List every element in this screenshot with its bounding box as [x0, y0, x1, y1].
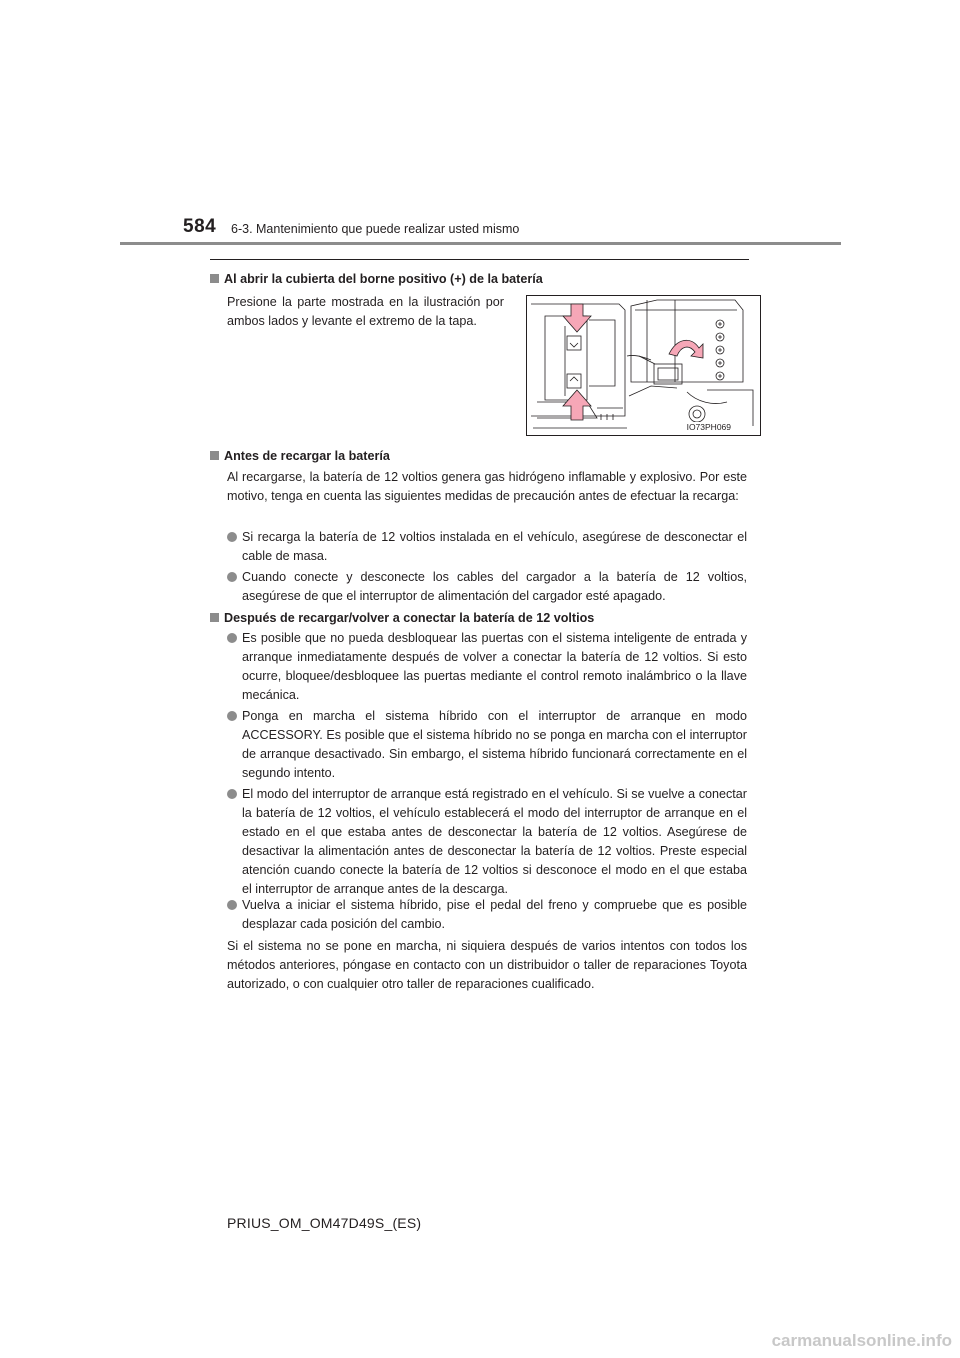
list-item-text: El modo del interruptor de arranque está registrado en el vehículo. Si se vuelve a conectar la batería de 12 voltios, el vehículo establecerá el modo del interruptor de arranque en el estado en el que estaba antes de desconectar la batería de 12 voltios. Asegúrese de desactivar la alimentación antes de desconectar la batería de 12 voltios. Preste especial atención cuando conecte la batería de 12 voltios si desconoce el modo en el que estaba el interruptor de arranque antes de la descarga.	[242, 787, 747, 896]
round-bullet-icon	[227, 789, 237, 799]
list-item-text: Ponga en marcha el sistema híbrido con el interruptor de arranque en modo ACCESSORY. Es posible que el sistema híbrido no se ponga en marcha con el interruptor de arranque desactivado. Sin embargo, el sistema híbrido funcionará correctamente en el segundo intento.	[242, 709, 747, 780]
header-rule	[120, 242, 841, 245]
before-charge-intro: Al recargarse, la batería de 12 voltios genera gas hidrógeno inflamable y explosivo. Por este motivo, tenga en cuenta las siguientes medidas de precaución antes de efectuar la recarga:	[227, 470, 747, 503]
list-item	[242, 629, 747, 705]
round-bullet-icon	[227, 900, 237, 910]
heading-after-charge	[210, 609, 594, 628]
heading-text: Después de recargar/volver a conectar la batería de 12 voltios	[224, 611, 595, 625]
figure-code: IO73PH069	[686, 422, 731, 432]
list-item-text: Es posible que no pueda desbloquear las puertas con el sistema inteligente de entrada y arranque inmediatamente después de volver a conectar la batería de 12 voltios. Si esto ocurre, bloquee/desbloquee las puertas mediante el control remoto inalámbrico o la llave mecánica.	[242, 631, 747, 702]
round-bullet-icon	[227, 633, 237, 643]
heading-text: Al abrir la cubierta del borne positivo (+) de la batería	[224, 272, 543, 286]
list-item	[242, 528, 747, 566]
list-item-text: Vuelva a iniciar el sistema híbrido, pise el pedal del freno y compruebe que es posible desplazar cada posición del cambio.	[242, 898, 747, 931]
watermark: carmanualsonline.info	[771, 1331, 952, 1350]
battery-illustration-svg	[527, 296, 760, 435]
list-item	[242, 568, 747, 606]
square-bullet-icon	[210, 274, 219, 283]
heading-text: Antes de recargar la batería	[224, 449, 390, 463]
round-bullet-icon	[227, 711, 237, 721]
heading-cover	[210, 270, 543, 289]
list-item	[242, 785, 747, 899]
round-bullet-icon	[227, 532, 237, 542]
page-number: 584	[183, 216, 217, 237]
list-item	[242, 896, 747, 934]
battery-cover-illustration	[526, 295, 761, 436]
list-item	[242, 707, 747, 783]
section-divider	[210, 259, 749, 260]
closing-paragraph: Si el sistema no se pone en marcha, ni siquiera después de varios intentos con todos los métodos anteriores, póngase en contacto con un distribuidor o taller de reparaciones Toyota autorizado, o con cualquier otro taller de reparaciones cualificado.	[227, 939, 747, 991]
list-item-text: Cuando conecte y desconecte los cables del cargador a la batería de 12 voltios, asegúrese de que el interruptor de alimentación del cargador esté apagado.	[242, 570, 747, 603]
section-title: 6-3. Mantenimiento que puede realizar usted mismo	[231, 222, 520, 236]
list-item-text: Si recarga la batería de 12 voltios instalada en el vehículo, asegúrese de desconectar el cable de masa.	[242, 530, 747, 563]
round-bullet-icon	[227, 572, 237, 582]
square-bullet-icon	[210, 451, 219, 460]
heading-before-charge	[210, 447, 390, 466]
square-bullet-icon	[210, 613, 219, 622]
footer-doc-code: PRIUS_OM_OM47D49S_(ES)	[227, 1215, 422, 1231]
cover-instructions: Presione la parte mostrada en la ilustración por ambos lados y levante el extremo de la tapa.	[227, 295, 504, 328]
